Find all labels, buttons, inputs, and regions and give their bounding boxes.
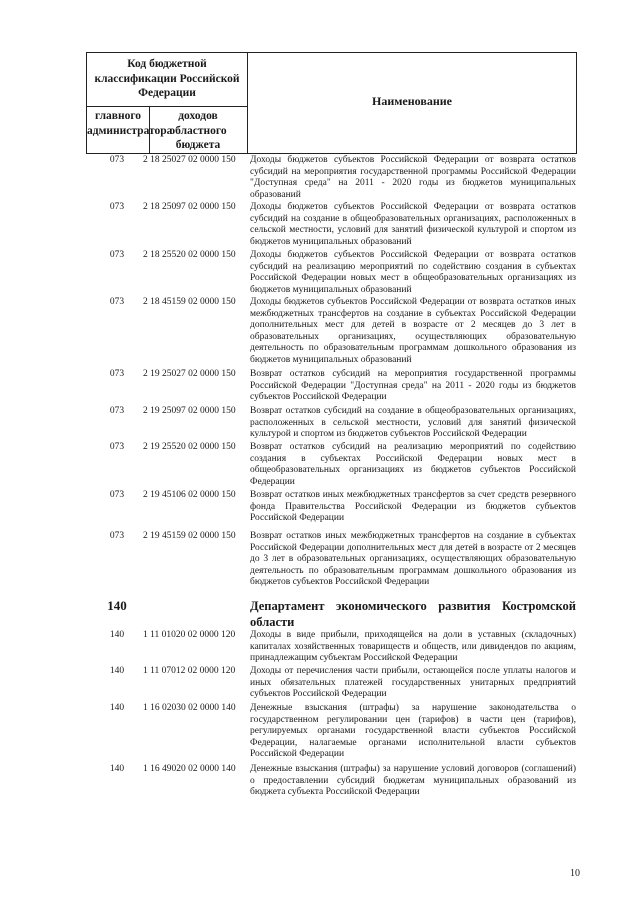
income-code: 2 18 25520 02 0000 150 — [143, 250, 236, 260]
income-code: 2 18 45159 02 0000 150 — [143, 297, 236, 307]
income-name: Доходы бюджетов субъектов Российской Федерации от возврата остатков субсидий на создание в общеобразовательных организациях, расположенных в сельской местности, условий для занятий физической культурой и спортом из бюджетов муниципальных образований — [250, 202, 576, 247]
income-code: 1 16 49020 02 0000 140 — [143, 764, 236, 774]
income-code: 2 19 45106 02 0000 150 — [143, 490, 236, 500]
admin-code: 073 — [109, 250, 125, 260]
admin-code: 140 — [109, 764, 125, 774]
income-code: 2 19 45159 02 0000 150 — [143, 531, 236, 541]
admin-code: 073 — [109, 531, 125, 541]
income-code: 1 11 07012 02 0000 120 — [143, 666, 236, 676]
income-name: Доходы бюджетов субъектов Российской Федерации от возврата остатков иных межбюджетных трансфертов на создание в субъектах Российской Федерации дополнительных мест для детей в возрасте от 2 месяцев до 3 лет в образовательных организациях, осуществляющих образовательную деятельность по образовательным программам дошкольного образования из бюджетов муниципальных образований — [250, 297, 576, 365]
admin-code: 073 — [109, 297, 125, 307]
department-name: Департамент экономического развития Костромской области — [250, 599, 576, 629]
admin-code: 073 — [109, 202, 125, 212]
income-name: Доходы от перечисления части прибыли, остающейся после уплаты налогов и иных обязательных платежей государственных унитарных предприятий субъектов Российской Федерации — [250, 666, 576, 700]
income-name: Доходы в виде прибыли, приходящейся на доли в уставных (складочных) капиталах хозяйственных товариществ и обществ, или дивидендов по акциям, принадлежащим субъектам Российской Федерации — [250, 630, 576, 664]
income-code: 1 11 01020 02 0000 120 — [143, 630, 236, 640]
admin-code: 140 — [109, 666, 125, 676]
income-code: 1 16 02030 02 0000 140 — [143, 703, 236, 713]
income-name: Денежные взыскания (штрафы) за нарушение законодательства о государственном регулировании цен (тарифов) в части цен (тарифов), регулируемых органами государственной власти субъектов Российской Федерации, налагаемые органами исполнительной власти субъектов Российской Федерации — [250, 703, 576, 760]
admin-code: 140 — [109, 703, 125, 713]
admin-code: 073 — [109, 442, 125, 452]
income-name: Возврат остатков иных межбюджетных трансфертов на создание в субъектах Российской Федерации дополнительных мест для детей в возрасте от 2 месяцев до 3 лет в образовательных организациях, осуществляющих образовательную деятельность по образовательным программам дошкольного образования из бюджетов субъектов Российской Федерации — [250, 531, 576, 588]
income-code: 2 19 25097 02 0000 150 — [143, 406, 236, 416]
admin-code: 073 — [109, 369, 125, 379]
income-name: Возврат остатков иных межбюджетных трансфертов за счет средств резервного фонда Правительства Российской Федерации из бюджетов субъектов Российской Федерации — [250, 490, 576, 524]
income-name: Доходы бюджетов субъектов Российской Федерации от возврата остатков субсидий на реализацию мероприятий по содействию создания в субъектах Российской Федерации новых мест в общеобразовательных организациях из бюджетов муниципальных образований — [250, 250, 576, 295]
admin-column-heading: главного администратора — [87, 110, 173, 137]
income-code: 2 18 25097 02 0000 150 — [143, 202, 236, 212]
income-code: 2 18 25027 02 0000 150 — [143, 155, 236, 165]
income-name: Доходы бюджетов субъектов Российской Федерации от возврата остатков субсидий на мероприятия государственной программы Российской Федерации "Доступная среда" на 2011 - 2020 годы из бюджетов муниципальных образований — [250, 155, 576, 200]
page-number: 10 — [570, 868, 580, 879]
income-code: 2 19 25027 02 0000 150 — [143, 369, 236, 379]
admin-code: 073 — [109, 406, 125, 416]
header-hrule — [87, 106, 247, 107]
income-name: Денежные взыскания (штрафы) за нарушение условий договоров (соглашений) о предоставлении субсидий бюджетам муниципальных образований из бюджета субъекта Российской Федерации — [250, 764, 576, 798]
income-name: Возврат остатков субсидий на мероприятия государственной программы Российской Федерации "Доступная среда" на 2011 - 2020 годы из бюджетов субъектов Российской Федерации — [250, 369, 576, 403]
income-column-heading: доходов областного бюджета — [169, 110, 227, 151]
admin-code: 073 — [109, 490, 125, 500]
name-column-heading: Наименование — [372, 94, 452, 108]
department-code: 140 — [107, 598, 127, 613]
income-name: Возврат остатков субсидий на создание в общеобразовательных организациях, расположенных в сельской местности, условий для занятий физической культурой и спортом из бюджетов субъектов Российской Федерации — [250, 406, 576, 440]
income-code: 2 19 25520 02 0000 150 — [143, 442, 236, 452]
kbk-group-heading: Код бюджетной классификации Российской Федерации — [94, 58, 240, 99]
admin-code: 140 — [109, 630, 125, 640]
income-name: Возврат остатков субсидий на реализацию мероприятий по содействию создания в субъектах Российской Федерации новых мест в общеобразовательных организациях из бюджетов субъектов Российской Федерации — [250, 442, 576, 487]
table-header — [86, 52, 577, 154]
admin-code: 073 — [109, 155, 125, 165]
